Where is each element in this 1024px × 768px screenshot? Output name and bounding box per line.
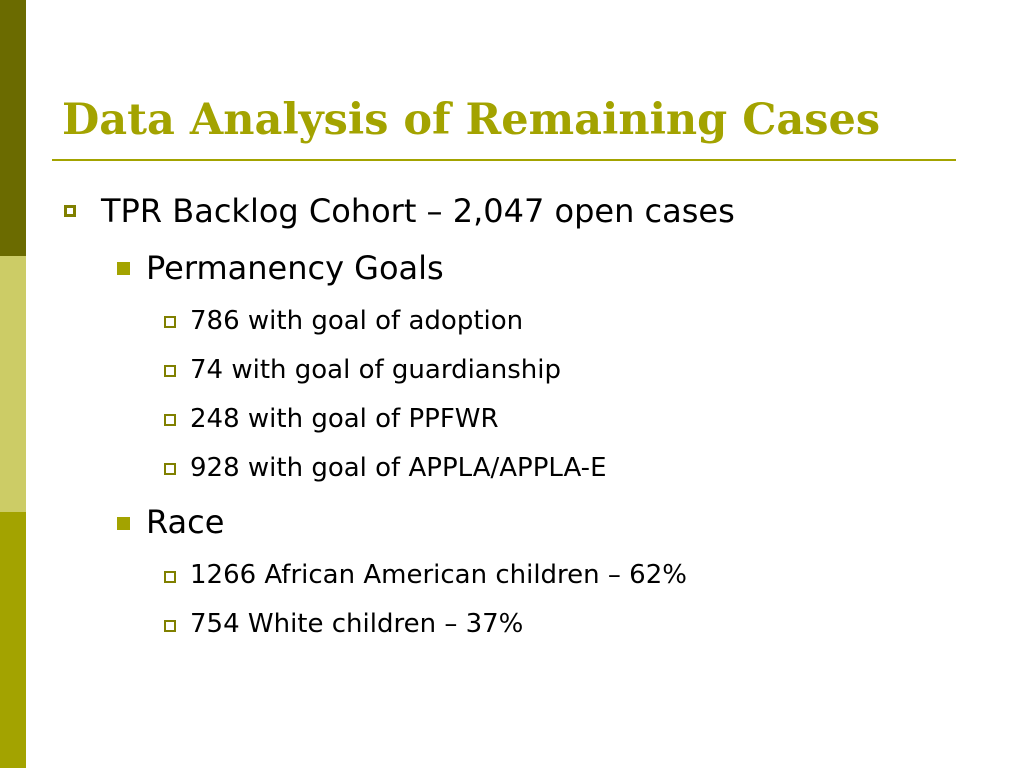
race-item: 1266 African American children – 62% xyxy=(190,560,687,590)
sidebar-stripe-top xyxy=(0,0,26,256)
hollow-square-bullet-icon xyxy=(164,571,176,583)
hollow-square-bullet-icon xyxy=(64,205,76,217)
slide-title: Data Analysis of Remaining Cases xyxy=(62,95,881,145)
hollow-square-bullet-icon xyxy=(164,620,176,632)
race-heading: Race xyxy=(146,503,225,541)
sidebar-stripe-middle xyxy=(0,256,26,512)
sidebar-stripe-bottom xyxy=(0,512,26,768)
title-divider xyxy=(52,159,956,161)
race-item: 754 White children – 37% xyxy=(190,609,524,639)
solid-square-bullet-icon xyxy=(117,262,130,275)
permanency-goal-item: 928 with goal of APPLA/APPLA-E xyxy=(190,453,607,483)
solid-square-bullet-icon xyxy=(117,517,130,530)
permanency-goals-heading: Permanency Goals xyxy=(146,249,444,287)
hollow-square-bullet-icon xyxy=(164,316,176,328)
hollow-square-bullet-icon xyxy=(164,463,176,475)
hollow-square-bullet-icon xyxy=(164,414,176,426)
permanency-goal-item: 248 with goal of PPFWR xyxy=(190,404,499,434)
permanency-goal-item: 786 with goal of adoption xyxy=(190,306,524,336)
cohort-item: TPR Backlog Cohort – 2,047 open cases xyxy=(101,192,735,230)
hollow-square-bullet-icon xyxy=(164,365,176,377)
permanency-goal-item: 74 with goal of guardianship xyxy=(190,355,561,385)
